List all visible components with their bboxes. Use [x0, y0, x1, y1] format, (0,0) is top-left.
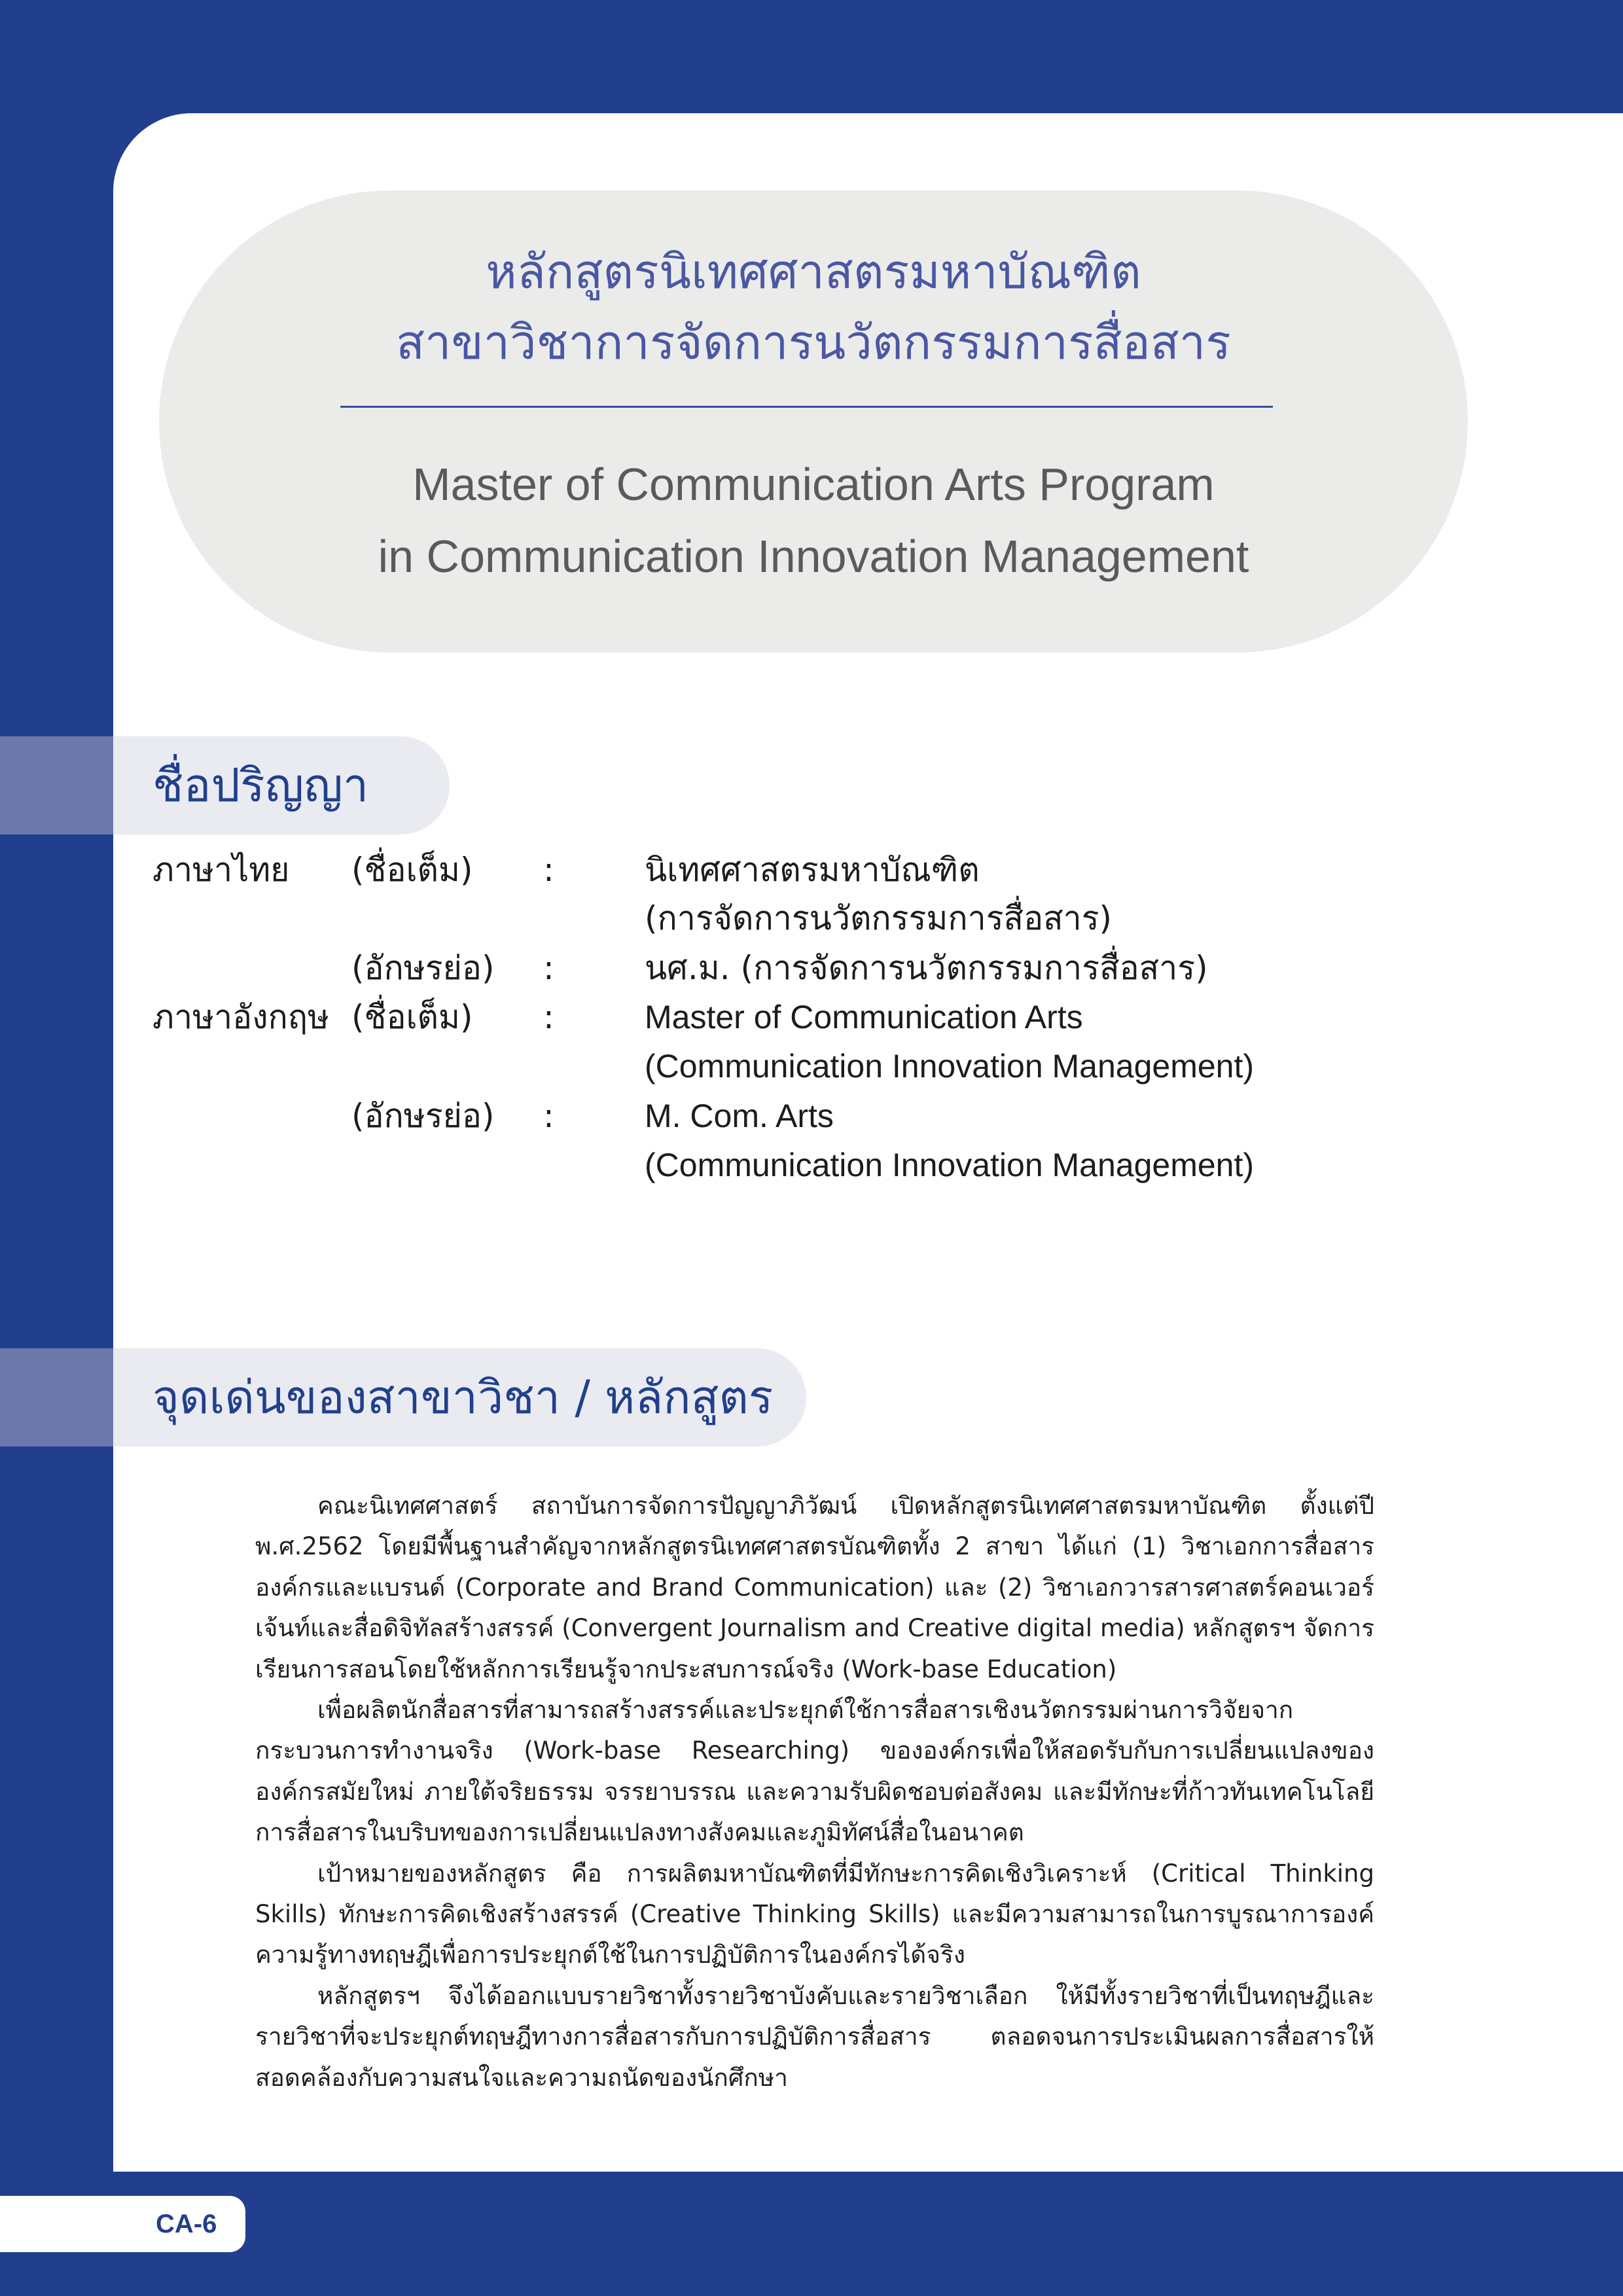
thai-abbreviation: นศ.ม. (การจัดการนวัตกรรมการสื่อสาร)	[645, 949, 1208, 987]
highlights-section-header-accent	[0, 1348, 113, 1446]
english-full-name-label: (ชื่อเต็ม)	[351, 998, 473, 1036]
program-title-thai-line-1: หลักสูตรนิเทศศาสตรมหาบัณฑิต	[486, 244, 1141, 299]
thai-full-name-line-1: นิเทศศาสตรมหาบัณฑิต	[645, 851, 980, 889]
thai-language-label: ภาษาไทย	[152, 851, 290, 889]
english-full-name-line-1: Master of Communication Arts	[645, 999, 1083, 1035]
thai-full-name-label: (ชื่อเต็ม)	[351, 851, 473, 889]
english-full-name-line-2: (Communication Innovation Management)	[645, 1048, 1255, 1085]
program-title-thai-line-2: สาขาวิชาการจัดการนวัตกรรมการสื่อสาร	[396, 315, 1231, 370]
colon: :	[543, 998, 554, 1036]
body-paragraph: หลักสูตรฯ จึงได้ออกแบบรายวิชาทั้งรายวิชาบังคับและรายวิชาเลือก ให้มีทั้งรายวิชาที่เป็นทฤษฎีและรายวิชาที่จะประยุกต์ทฤษฎีทางการสื่อสารกับการปฏิบัติการสื่อสาร ตลอดจนการประเมินผลการสื่อสารให้สอดคล้องกับความสนใจและความถนัดของนักศึกษา	[255, 1981, 1374, 2092]
english-abbreviation-line-2: (Communication Innovation Management)	[645, 1147, 1255, 1183]
colon: :	[543, 1097, 554, 1135]
page-number: CA-6	[156, 2210, 217, 2238]
degree-section-heading: ชื่อปริญญา	[152, 759, 369, 812]
thai-full-name-line-2: (การจัดการนวัตกรรมการสื่อสาร)	[645, 899, 1113, 937]
program-title-english-line-2: in Communication Innovation Management	[378, 531, 1249, 582]
colon: :	[543, 851, 554, 889]
highlights-body	[255, 1486, 1374, 2098]
english-language-label: ภาษาอังกฤษ	[152, 998, 330, 1036]
degree-section-header-accent	[0, 736, 113, 834]
highlights-section-heading: จุดเด่นของสาขาวิชา / หลักสูตร	[152, 1371, 774, 1424]
body-paragraph: เพื่อผลิตนักสื่อสารที่สามารถสร้างสรรค์และประยุกต์ใช้การสื่อสารเชิงนวัตกรรมผ่านการวิจัยจากกระบวนการทำงานจริง (Work-base Researching) ขององค์กรเพื่อให้สอดรับกับการเปลี่ยนแปลงขององค์กรสมัยใหม่ ภายใต้จริยธรรม จรรยาบรรณ และความรับผิดชอบต่อสังคม และมีทักษะที่ก้าวทันเทคโนโลยีการสื่อสารในบริบทของการเปลี่ยนแปลงทางสังคมและภูมิทัศน์สื่อในอนาคต	[255, 1696, 1374, 1847]
body-paragraph: คณะนิเทศศาสตร์ สถาบันการจัดการปัญญาภิวัฒน์ เปิดหลักสูตรนิเทศศาสตรมหาบัณฑิต ตั้งแต่ปี พ.ศ.2562 โดยมีพื้นฐานสำคัญจากหลักสูตรนิเทศศาสตรบัณฑิตทั้ง 2 สาขา ได้แก่ (1) วิชาเอกการสื่อสารองค์กรและแบรนด์ (Corporate and Brand Communication) และ (2) วิชาเอกวารสารศาสตร์คอนเวอร์เจ้นท์และสื่อดิจิทัลสร้างสรรค์ (Convergent Journalism and Creative digital media) หลักสูตรฯ จัดการเรียนการสอนโดยใช้หลักการเรียนรู้จากประสบการณ์จริง (Work-base Education)	[255, 1492, 1374, 1683]
body-paragraph: เป้าหมายของหลักสูตร คือ การผลิตมหาบัณฑิตที่มีทักษะการคิดเชิงวิเคราะห์ (Critical Thinking Skills) ทักษะการคิดเชิงสร้างสรรค์ (Creative Thinking Skills) และมีความสามารถในการบูรณาการองค์ความรู้ทางทฤษฎีเพื่อการประยุกต์ใช้ในการปฏิบัติการในองค์กรได้จริง	[255, 1859, 1374, 1969]
program-title-english-line-1: Master of Communication Arts Program	[412, 459, 1215, 510]
english-abbreviation-line-1: M. Com. Arts	[645, 1098, 834, 1134]
title-divider	[340, 406, 1273, 408]
colon: :	[543, 949, 554, 987]
english-abbreviation-label: (อักษรย่อ)	[351, 1097, 495, 1135]
thai-abbreviation-label: (อักษรย่อ)	[351, 949, 495, 987]
